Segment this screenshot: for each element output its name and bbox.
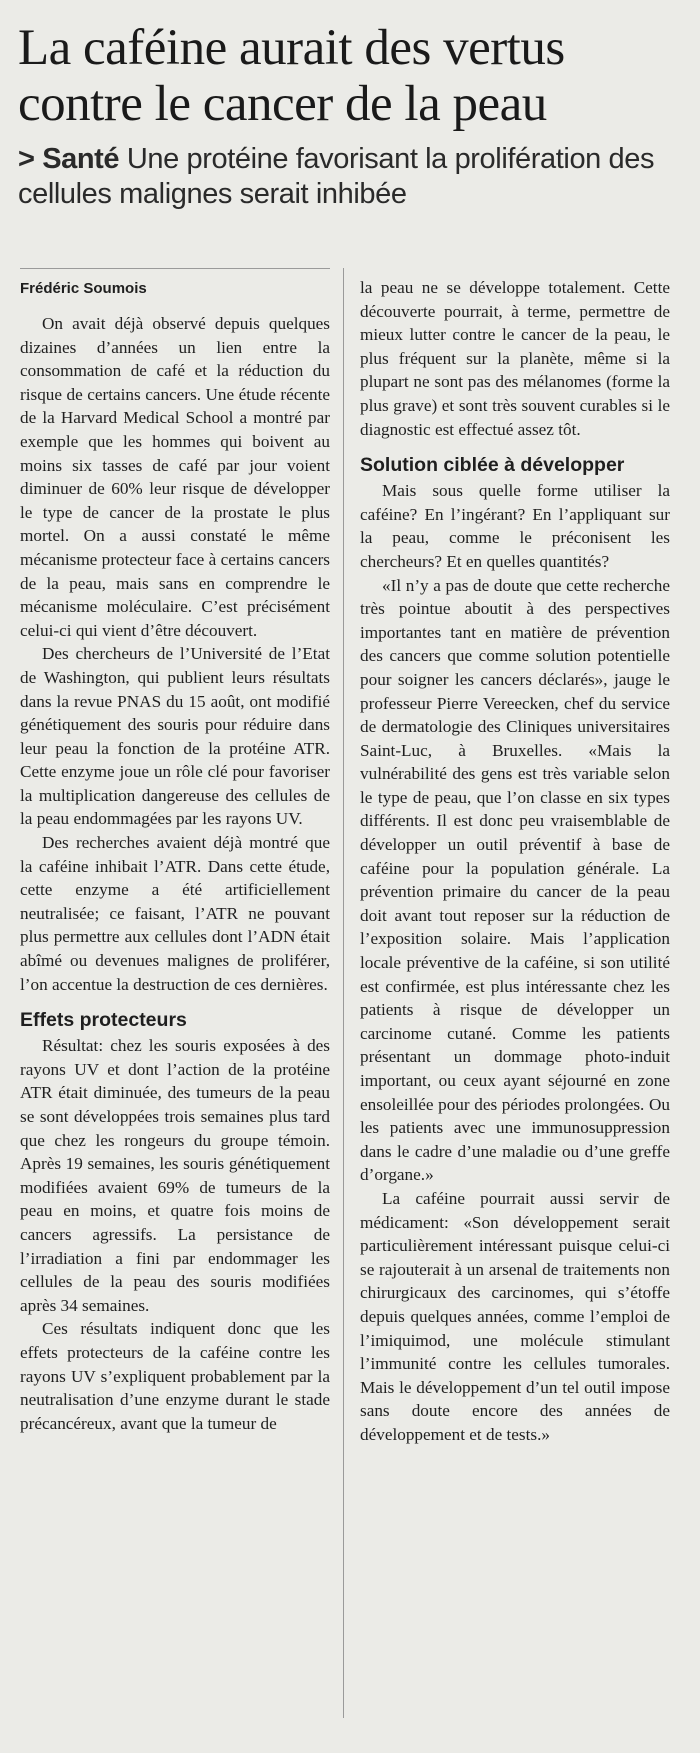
paragraph: La caféine pourrait aussi servir de médicament: «Son développement serait particulièrement intéressant puisque celui-ci se rajouterait à un arsenal de traitements non chirurgicaux des carcinomes, qui s’étoffe depuis quelques années, comme l’emploi de l’imiquimod, une molécule stimulant l’immunité contre les cellules tumorales. Mais le développement d’un tel outil impose sans doute encore des années de développement et de tests.» <box>360 1188 670 1444</box>
left-column <box>20 280 330 1435</box>
column-divider <box>343 268 344 1718</box>
paragraph: Des chercheurs de l’Université de l’Etat de Washington, qui publient leurs résultats dans la revue PNAS du 15 août, ont modifié génétiquement des souris pour réduire dans leur peau la fonction de la protéine ATR. Cette enzyme joue un rôle clé pour favoriser la multiplication dangereuse des cellules de la peau endommagées par les rayons UV. <box>20 644 330 829</box>
byline: Frédéric Soumois <box>20 280 147 297</box>
paragraph: Ces résultats indiquent donc que les effets protecteurs de la caféine contre les rayons UV s’expliquent probablement par la neutralisation d’une enzyme durant le stade précancéreux, avant que la tumeur de <box>20 1319 330 1433</box>
paragraph: Des recherches avaient déjà montré que la caféine inhibait l’ATR. Dans cette étude, cette enzyme a été artificiellement neutralisée; ce faisant, l’ATR ne pouvant plus permettre aux cellules dont l’ADN était abîmé ou devenues malignes de proliférer, l’on accentue la destruction de ces dernières. <box>20 833 330 994</box>
section-heading: Solution ciblée à développer <box>360 454 625 477</box>
paragraph: Mais sous quelle forme utiliser la caféine? En l’ingérant? En l’appliquant sur la peau, comme le préconisent les chercheurs? Et en quelles quantités? <box>360 481 670 571</box>
byline-rule <box>20 268 330 269</box>
rubric-label: > Santé <box>18 143 120 175</box>
paragraph: la peau ne se développe totalement. Cette découverte pourrait, à terme, permettre de mieux lutter contre le cancer de la peau, le plus fréquent sur la planète, même si la plupart ne sont pas des mélanomes (forme la plus grave) et sont très souvent curables si le diagnostic est effectué assez tôt. <box>360 278 670 439</box>
subtitle-text: Une protéine favorisant la prolifération des cellules malignes serait inhibée <box>18 143 655 210</box>
paragraph: «Il n’y a pas de doute que cette recherche très pointue aboutit à des perspectives importantes tant en matière de prévention des cancers que comme solution potentielle pour soigner les cancers déclarés», jauge le professeur Pierre Vereecken, chef du service de dermatologie des Cliniques universitaires Saint-Luc, à Bruxelles. «Mais la vulnérabilité des gens est très variable selon le type de peau, que l’on classe en six types différents. Il est donc peu vraisemblable de développer un outil préventif à base de caféine pour la population générale. La prévention primaire du cancer de la peau doit avant tout reposer sur la réduction de l’exposition solaire. Mais l’application locale préventive de la caféine, si son utilité est confirmée, est plus intéressante chez les patients à risque de développer un carcinome cutané. Comme les patients présentant un dommage photo-induit important, ou ceux ayant séjourné en zone ensoleillée pour des périodes prolongées. Ou les patients avec une immunosuppression dans le cadre d’une maladie ou d’une greffe d’organe.» <box>360 575 670 1185</box>
article-body <box>20 262 670 1732</box>
paragraph: On avait déjà observé depuis quelques dizaines d’années un lien entre la consommation de café et la réduction du risque de certains cancers. Une étude récente de la Harvard Medical School a montré par exemple que les hommes qui boivent au moins six tasses de café par jour voient diminuer de 60% leur risque de développer le type de cancer de la prostate le plus mortel. On a aussi constaté le même mécanisme protecteur face à certains cancers de la peau, mais sans en comprendre le mécanisme moléculaire. C’est précisément celui-ci qui vient d’être découvert. <box>20 314 330 640</box>
section-heading: Effets protecteurs <box>20 1009 187 1032</box>
article-title: La caféine aurait des vertus contre le cancer de la peau <box>18 20 565 132</box>
article-subtitle <box>18 142 666 212</box>
paragraph: Résultat: chez les souris exposées à des rayons UV et dont l’action de la protéine ATR était diminuée, des tumeurs de la peau se sont développées trois semaines plus tard que chez les rongeurs du groupe témoin. Après 19 semaines, les souris génétiquement modifiées avaient 69% de tumeurs de la peau en moins, et quatre fois moins de cancers agressifs. La persistance de l’irradiation a fini par endommager les cellules de la peau des souris modifiées après 34 semaines. <box>20 1036 330 1315</box>
right-column <box>360 276 670 1447</box>
